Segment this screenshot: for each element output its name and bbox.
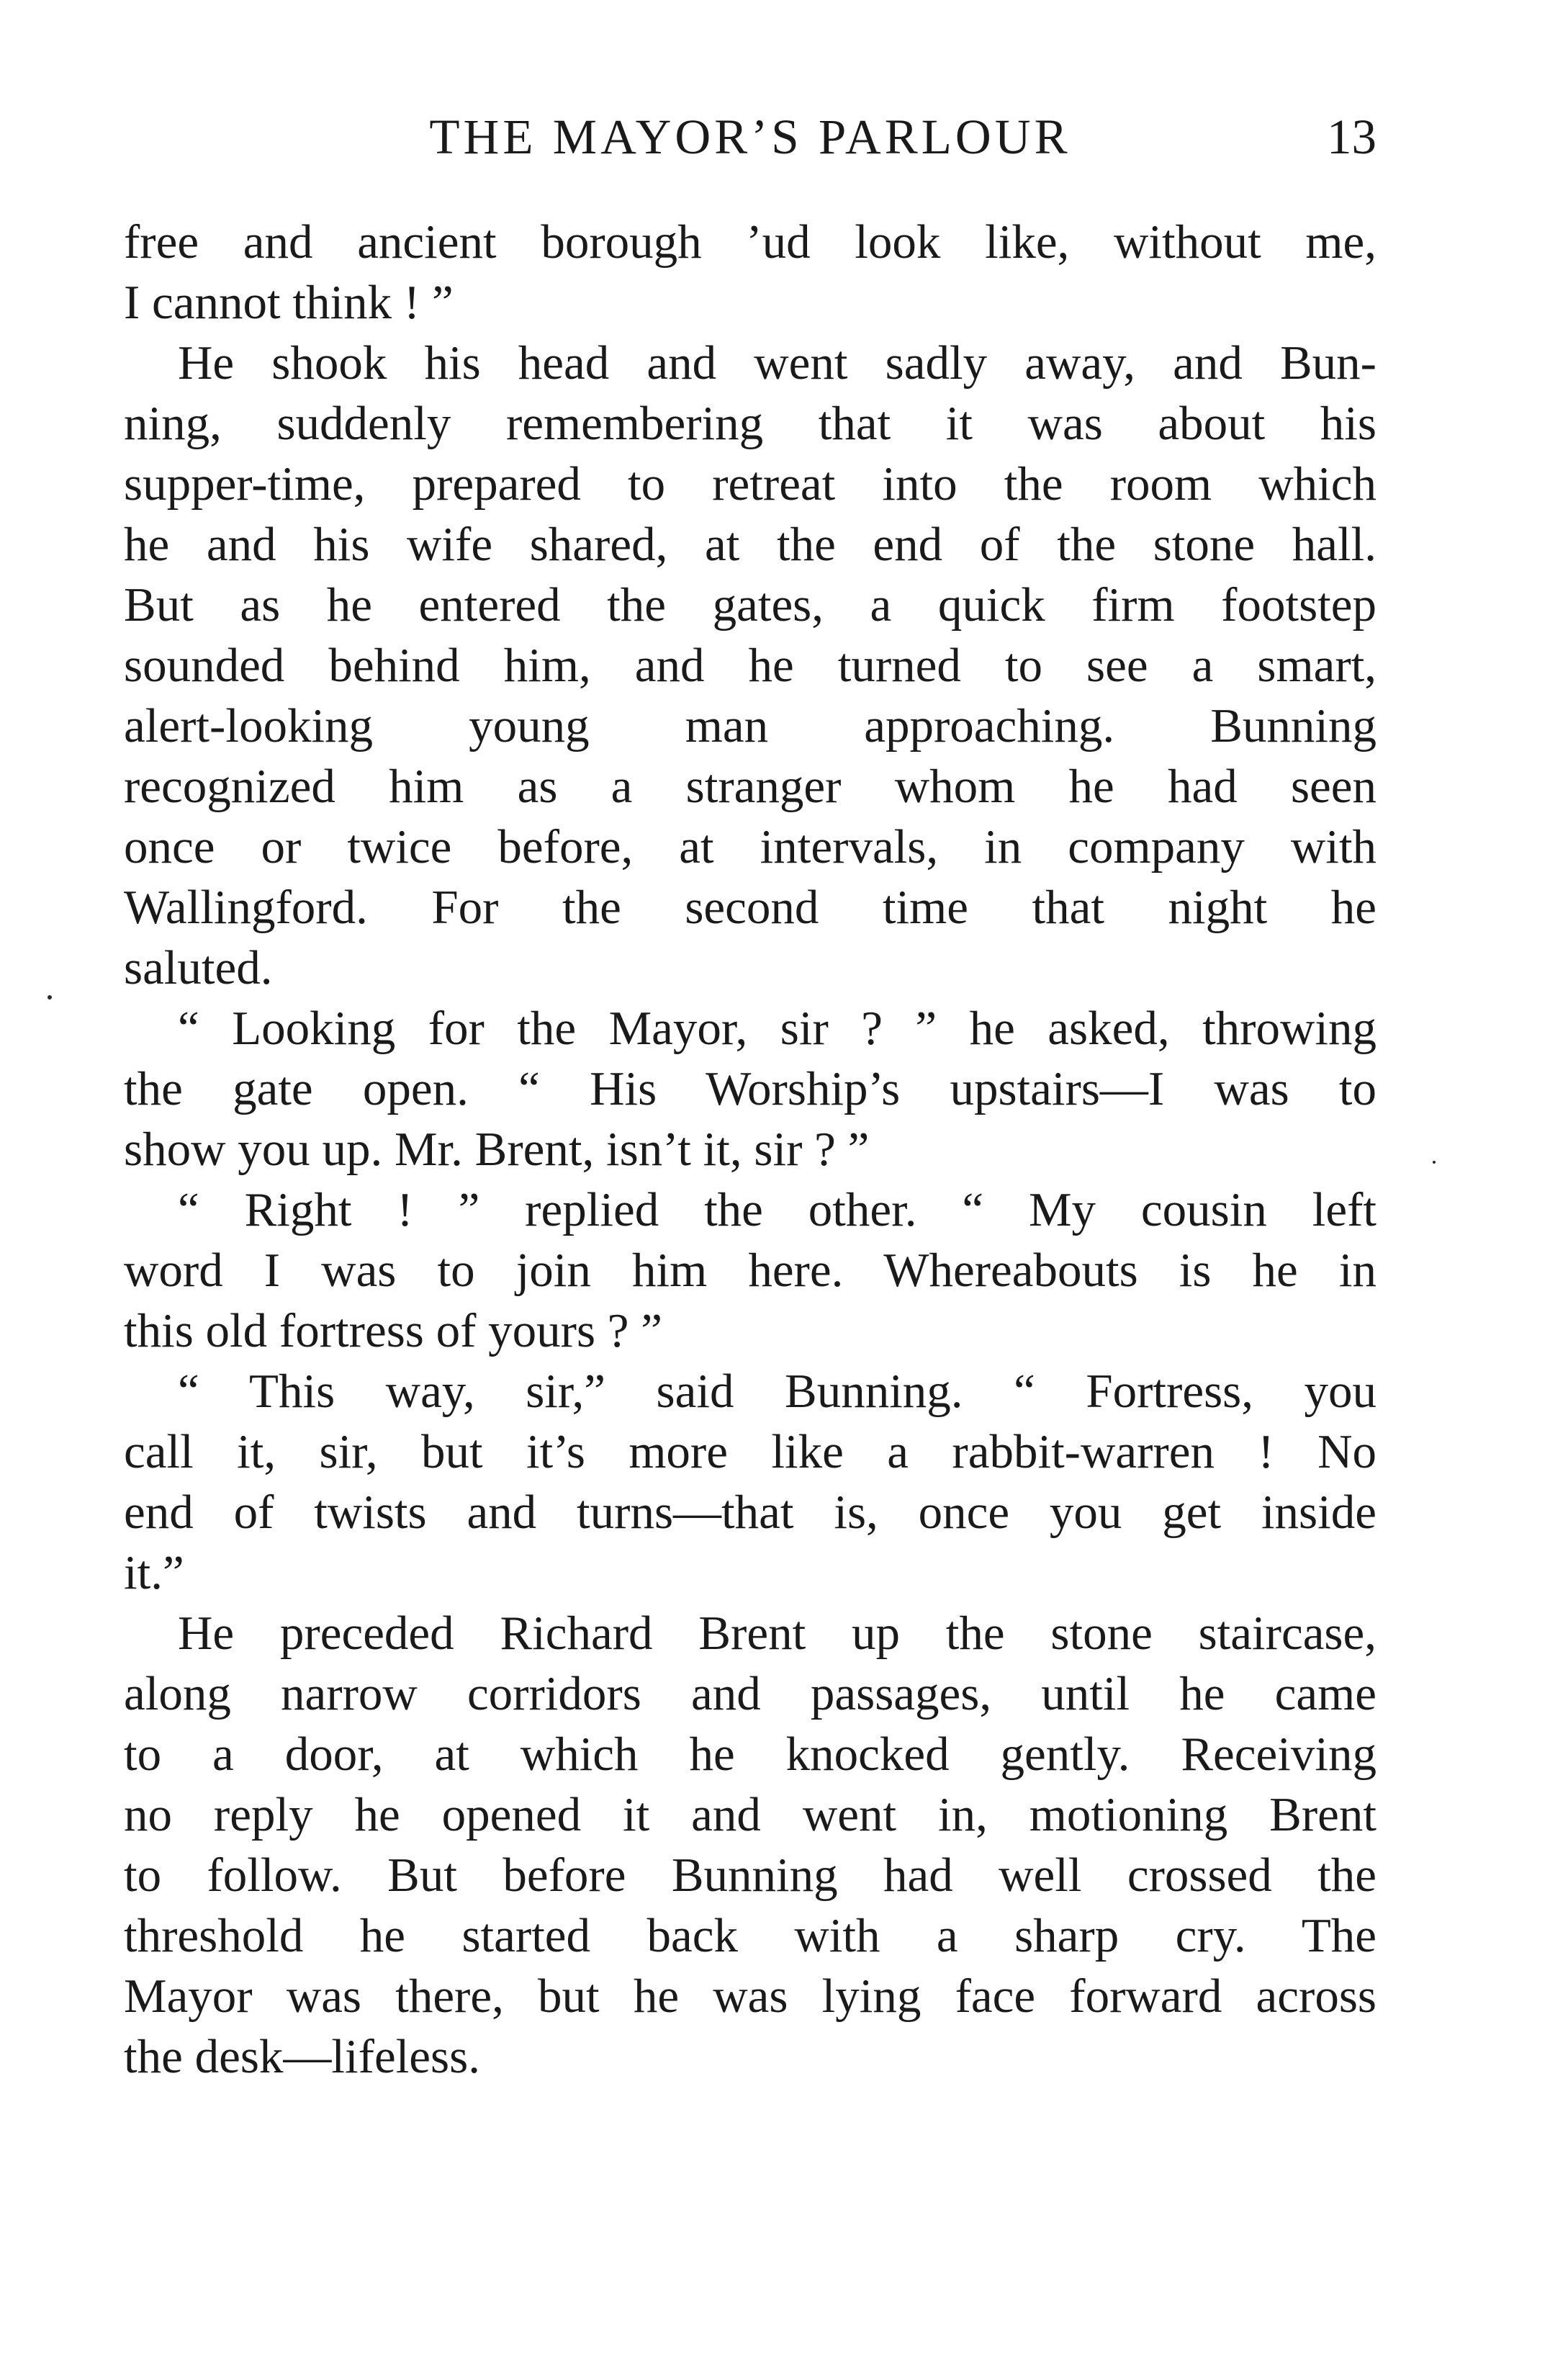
text-line: “ Right ! ” replied the other. “ My cousin left [178, 1183, 1376, 1236]
text-line: he and his wife shared, at the end of the stone hall. [124, 518, 1376, 571]
text-line: no reply he opened it and went in, motioning Brent [124, 1788, 1376, 1841]
text-line: the desk—lifeless. [124, 2030, 480, 2083]
margin-speck [1433, 1161, 1436, 1164]
text-line: “ This way, sir,” said Bunning. “ Fortress, you [178, 1365, 1376, 1418]
text-line: call it, sir, but it’s more like a rabbit-warren ! No [124, 1425, 1376, 1478]
text-line: it.” [124, 1546, 184, 1599]
text-line: show you up. Mr. Brent, isn’t it, sir ? ” [124, 1123, 870, 1176]
text-line: He preceded Richard Brent up the stone staircase, [178, 1607, 1376, 1660]
text-line: threshold he started back with a sharp cry. The [124, 1909, 1376, 1962]
page-number: 13 [1327, 109, 1376, 164]
text-line: ning, suddenly remembering that it was about his [124, 397, 1376, 450]
text-line: saluted. [124, 941, 273, 994]
text-line: Wallingford. For the second time that night he [124, 881, 1376, 934]
text-line: to follow. But before Bunning had well crossed the [124, 1848, 1376, 1902]
running-head [124, 108, 1376, 166]
text-line: “ Looking for the Mayor, sir ? ” he asked, throwing [178, 1002, 1376, 1055]
text-line: end of twists and turns—that is, once you get inside [124, 1486, 1376, 1539]
text-line: once or twice before, at intervals, in company with [124, 820, 1376, 873]
text-line: along narrow corridors and passages, until he came [124, 1667, 1376, 1720]
text-line: sounded behind him, and he turned to see a smart, [124, 639, 1376, 692]
text-line: this old fortress of yours ? ” [124, 1304, 663, 1357]
text-line: Mayor was there, but he was lying face forward across [124, 1969, 1376, 2023]
text-line: supper-time, prepared to retreat into the room which [124, 457, 1376, 511]
margin-speck [48, 995, 52, 999]
text-line: word I was to join him here. Whereabouts is he in [124, 1244, 1376, 1297]
text-line: I cannot think ! ” [124, 276, 454, 329]
text-line: free and ancient borough ’ud look like, without me, [124, 215, 1376, 269]
running-title: THE MAYOR’S PARLOUR [429, 109, 1071, 164]
text-line: But as he entered the gates, a quick firm footstep [124, 578, 1376, 632]
text-line: recognized him as a stranger whom he had seen [124, 760, 1376, 813]
text-line: alert-looking young man approaching. Bunning [124, 699, 1376, 753]
text-line: to a door, at which he knocked gently. Receiving [124, 1728, 1376, 1781]
text-line: He shook his head and went sadly away, and Bun- [178, 336, 1376, 390]
body-text [124, 212, 1376, 2087]
text-line: the gate open. “ His Worship’s upstairs—I was to [124, 1062, 1376, 1115]
